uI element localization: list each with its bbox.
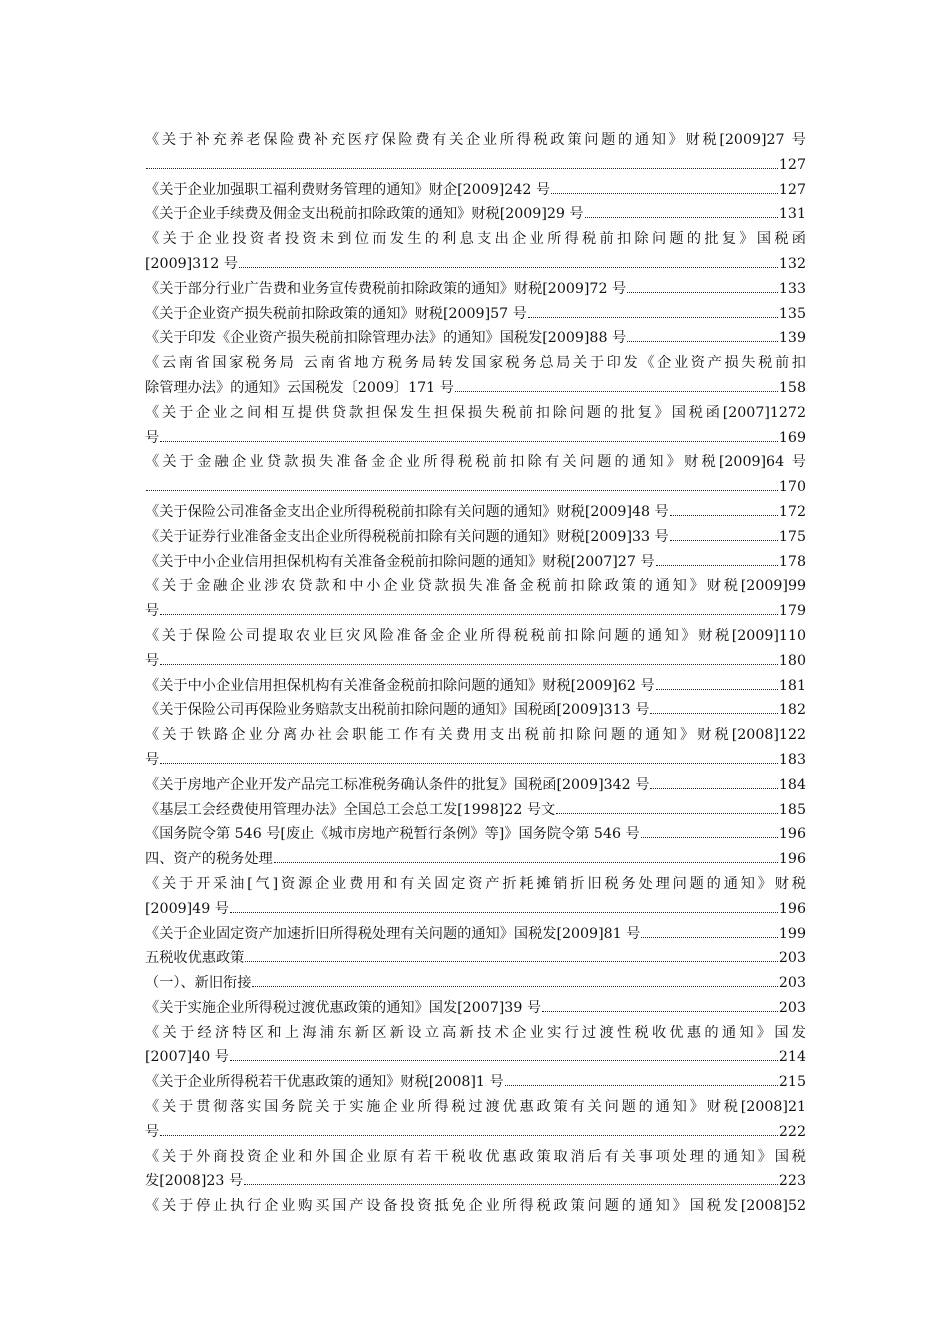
dot-leader	[160, 1135, 778, 1136]
toc-entry-row	[145, 599, 806, 624]
page-number: 196	[778, 900, 806, 917]
toc-entry[interactable]	[145, 1021, 806, 1071]
page-number: 214	[778, 1049, 806, 1066]
toc-entry[interactable]	[145, 1145, 806, 1195]
toc-entry-row	[145, 178, 806, 203]
toc-entry[interactable]	[145, 624, 806, 674]
toc-entry[interactable]	[145, 1070, 806, 1095]
toc-entry-row	[145, 897, 806, 922]
toc-entry-title: 号	[145, 603, 160, 620]
toc-entry-row	[145, 773, 806, 798]
toc-entry-row	[145, 252, 806, 277]
toc-entry-title: 《基层工会经费使用管理办法》全国总工会总工发[1998]22 号文	[145, 801, 556, 818]
toc-entry-title: 《国务院令第 546 号[废止《城市房地产税暂行条例》等]》国务院令第 546 号	[145, 826, 640, 843]
page-number: 133	[778, 280, 806, 297]
toc-entry-title: 《关于停止执行企业购买国产设备投资抵免企业所得税政策问题的通知》国税发[2008]52	[145, 1198, 806, 1215]
toc-entry[interactable]	[145, 450, 806, 500]
page-number: 215	[778, 1074, 806, 1091]
dot-leader	[650, 788, 778, 789]
toc-entry-title: 《关于企业所得税若干优惠政策的通知》财税[2008]1 号	[145, 1074, 504, 1091]
page-number: 175	[778, 528, 806, 545]
toc-entry-title: （一）、新旧衔接	[145, 975, 252, 992]
toc-entry[interactable]	[145, 922, 806, 947]
page-number: 135	[778, 305, 806, 322]
toc-entry-title: [2009]312 号	[145, 255, 238, 272]
dot-leader	[146, 168, 778, 169]
page-number: 127	[778, 181, 806, 198]
toc-entry[interactable]	[145, 996, 806, 1021]
toc-entry-row	[145, 748, 806, 773]
toc-entry-row	[145, 500, 806, 525]
toc-entry-row	[145, 1120, 806, 1145]
toc-entry[interactable]	[145, 401, 806, 451]
dot-leader	[670, 515, 778, 516]
toc-entry[interactable]	[145, 1095, 806, 1145]
dot-leader	[455, 391, 778, 392]
dot-leader	[160, 763, 778, 764]
toc-entry-row	[145, 698, 806, 723]
toc-entry[interactable]	[145, 674, 806, 699]
toc-entry-title: 《关于企业固定资产加速折旧所得税处理有关问题的通知》国税发[2009]81 号	[145, 925, 641, 942]
page-number: 182	[778, 702, 806, 719]
toc-entry[interactable]	[145, 302, 806, 327]
dot-leader	[585, 217, 778, 218]
toc-entry-title: [2009]49 号	[145, 900, 229, 917]
page-number: 169	[778, 429, 806, 446]
toc-entry-title: 号	[145, 429, 160, 446]
toc-entry-title: 号	[145, 751, 160, 768]
dot-leader	[670, 540, 778, 541]
toc-entry-row	[145, 847, 806, 872]
toc-entry[interactable]	[145, 500, 806, 525]
toc-entry[interactable]	[145, 326, 806, 351]
toc-entry-title: 四、资产的税务处理	[145, 851, 273, 868]
toc-entry[interactable]	[145, 525, 806, 550]
toc-entry-title: 《关于企业之间相互提供贷款担保发生担保损失税前扣除问题的批复》国税函[2007]1272	[145, 404, 806, 421]
toc-entry-row	[145, 302, 806, 327]
toc-entry[interactable]	[145, 227, 806, 277]
toc-entry-row	[145, 376, 806, 401]
toc-entry-title: 《关于企业手续费及佣金支出税前扣除政策的通知》财税[2009]29 号	[145, 206, 584, 223]
page-number: 199	[778, 925, 806, 942]
page-number: 196	[778, 826, 806, 843]
toc-entry-title: 《关于经济特区和上海浦东新区新设立高新技术企业实行过渡性税收优惠的通知》国发	[145, 1024, 806, 1041]
dot-leader	[239, 267, 778, 268]
toc-entry-title: 号	[145, 652, 160, 669]
toc-entry[interactable]	[145, 773, 806, 798]
page-number: 139	[778, 330, 806, 347]
dot-leader	[542, 1011, 778, 1012]
toc-entry-title: 《关于保险公司再保险业务赔款支出税前扣除问题的通知》国税函[2009]313 号	[145, 702, 650, 719]
toc-entry[interactable]	[145, 128, 806, 178]
toc-entry[interactable]	[145, 847, 806, 872]
toc-entry-row	[145, 1169, 806, 1194]
page-number: 158	[778, 379, 806, 396]
toc-entry[interactable]	[145, 1194, 806, 1219]
dot-leader	[656, 565, 778, 566]
page-number: 131	[778, 206, 806, 223]
toc-entry-title: 《关于企业加强职工福利费财务管理的通知》财企[2009]242 号	[145, 181, 551, 198]
dot-leader	[641, 937, 778, 938]
toc-entry-title: [2007]40 号	[145, 1049, 229, 1066]
page-number: 196	[778, 851, 806, 868]
dot-leader	[160, 441, 778, 442]
toc-entry-row	[145, 798, 806, 823]
toc-entry-title: 除管理办法》的通知》云国税发〔2009〕171 号	[145, 379, 454, 396]
toc-entry-row	[145, 822, 806, 847]
toc-entry-row	[145, 674, 806, 699]
dot-leader	[252, 986, 778, 987]
toc-entry-title: 《关于证券行业准备金支出企业所得税税前扣除有关问题的通知》财税[2009]33 号	[145, 528, 669, 545]
toc-entry-row	[145, 550, 806, 575]
page-number: 222	[778, 1123, 806, 1140]
page-number: 180	[778, 652, 806, 669]
toc-entry[interactable]	[145, 946, 806, 971]
toc-entry-title: 《关于中小企业信用担保机构有关准备金税前扣除问题的通知》财税[2009]62 号	[145, 677, 655, 694]
toc-entry-row	[145, 475, 806, 500]
toc-entry-title: 《关于房地产企业开发产品完工标准税务确认条件的批复》国税函[2009]342 号	[145, 776, 650, 793]
toc-entry[interactable]	[145, 202, 806, 227]
dot-leader	[244, 1184, 778, 1185]
dot-leader	[528, 317, 778, 318]
toc-entry-row	[145, 525, 806, 550]
dot-leader	[627, 341, 778, 342]
page-number: 203	[778, 975, 806, 992]
toc-entry-title: 《关于补充养老保险费补充医疗保险费有关企业所得税政策问题的通知》财税[2009]27 号	[145, 132, 806, 148]
dot-leader	[551, 193, 778, 194]
toc-entry-row	[145, 996, 806, 1021]
toc-entry-title: 《云南省国家税务局 云南省地方税务局转发国家税务总局关于印发《企业资产损失税前扣	[145, 355, 806, 372]
toc-entry-title: 《关于贯彻落实国务院关于实施企业所得税过渡优惠政策有关问题的通知》财税[2008]21	[145, 1099, 806, 1116]
toc-entry-title: 《关于中小企业信用担保机构有关准备金税前扣除问题的通知》财税[2007]27 号	[145, 553, 655, 570]
page-number: 223	[778, 1173, 806, 1190]
page-number: 185	[778, 801, 806, 818]
toc-entry[interactable]	[145, 550, 806, 575]
toc-entry-title: 《关于企业投资者投资未到位而发生的利息支出企业所得税前扣除问题的批复》国税函	[145, 231, 806, 248]
toc-entry-row	[145, 946, 806, 971]
toc-entry[interactable]	[145, 178, 806, 203]
page-number: 178	[778, 553, 806, 570]
toc-entry[interactable]	[145, 822, 806, 847]
toc-entry-title: 《关于实施企业所得税过渡优惠政策的通知》国发[2007]39 号	[145, 999, 542, 1016]
dot-leader	[641, 837, 778, 838]
table-of-contents	[145, 128, 806, 1219]
dot-leader	[230, 1060, 778, 1061]
toc-entry-row	[145, 971, 806, 996]
dot-leader	[656, 689, 778, 690]
toc-entry-title: 《关于外商投资企业和外国企业原有若干税收优惠政策取消后有关事项处理的通知》国税	[145, 1148, 806, 1165]
page-number: 184	[778, 776, 806, 793]
toc-entry-title: 《关于金融企业涉农贷款和中小企业贷款损失准备金税前扣除政策的通知》财税[2009]99	[145, 578, 806, 595]
toc-entry-title: 《关于部分行业广告费和业务宣传费税前扣除政策的通知》财税[2009]72 号	[145, 280, 627, 297]
page-number: 183	[778, 751, 806, 768]
page-number: 203	[778, 950, 806, 967]
toc-entry-title: 《关于开采油[气]资源企业费用和有关固定资产折耗摊销折旧税务处理问题的通知》财税	[145, 875, 806, 892]
page-number: 170	[778, 479, 806, 496]
toc-entry[interactable]	[145, 698, 806, 723]
dot-leader	[245, 961, 778, 962]
toc-entry[interactable]	[145, 798, 806, 823]
toc-entry-title: 《关于铁路企业分离办社会职能工作有关费用支出税前扣除问题的通知》财税[2008]122	[145, 727, 806, 744]
page-number: 181	[778, 677, 806, 694]
toc-entry-title: 《关于企业资产损失税前扣除政策的通知》财税[2009]57 号	[145, 305, 527, 322]
dot-leader	[146, 490, 778, 491]
dot-leader	[230, 912, 778, 913]
toc-entry-row	[145, 649, 806, 674]
dot-leader	[556, 813, 778, 814]
toc-entry-row	[145, 1070, 806, 1095]
toc-entry[interactable]	[145, 872, 806, 922]
toc-entry-title: 《关于金融企业贷款损失准备金企业所得税税前扣除有关问题的通知》财税[2009]64 号	[145, 454, 806, 471]
page-number: 132	[778, 255, 806, 272]
dot-leader	[160, 664, 778, 665]
toc-entry[interactable]	[145, 277, 806, 302]
toc-entry-title: 号	[145, 1123, 160, 1140]
dot-leader	[627, 292, 778, 293]
toc-entry-title: 五税收优惠政策	[145, 950, 245, 967]
toc-entry-title: 《关于保险公司提取农业巨灾风险准备金企业所得税税前扣除问题的通知》财税[2009]110	[145, 627, 806, 644]
toc-entry-title: 《关于保险公司准备金支出企业所得税税前扣除有关问题的通知》财税[2009]48 号	[145, 503, 669, 520]
page-number: 127	[778, 156, 806, 173]
page-number: 172	[778, 503, 806, 520]
toc-entry-row	[145, 326, 806, 351]
toc-entry-row	[145, 153, 806, 178]
dot-leader	[160, 614, 778, 615]
toc-entry-row	[145, 202, 806, 227]
toc-entry-row	[145, 1045, 806, 1070]
dot-leader	[274, 862, 778, 863]
page-number: 203	[778, 999, 806, 1016]
toc-entry[interactable]	[145, 723, 806, 773]
dot-leader	[505, 1085, 778, 1086]
toc-entry-row	[145, 426, 806, 451]
toc-entry-title: 发[2008]23 号	[145, 1173, 244, 1190]
toc-entry[interactable]	[145, 351, 806, 401]
toc-entry[interactable]	[145, 574, 806, 624]
page-number: 179	[778, 603, 806, 620]
toc-entry-row	[145, 922, 806, 947]
dot-leader	[650, 713, 778, 714]
toc-entry[interactable]	[145, 971, 806, 996]
toc-entry-title: 《关于印发《企业资产损失税前扣除管理办法》的通知》国税发[2009]88 号	[145, 330, 627, 347]
toc-entry-row	[145, 277, 806, 302]
